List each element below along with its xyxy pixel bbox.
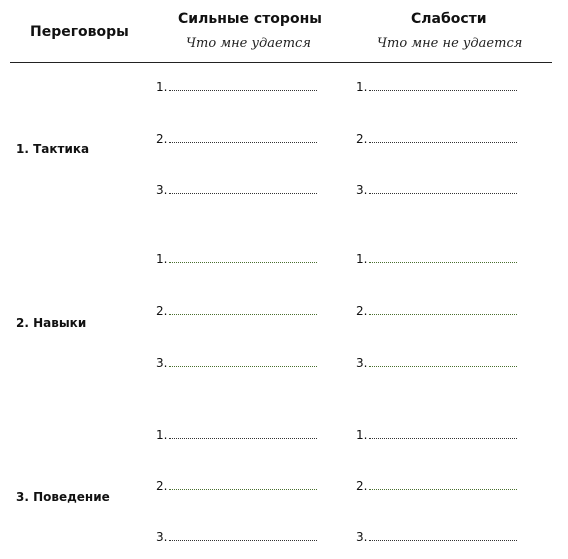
fill-in-line [169,190,317,194]
strength-line[interactable] [156,183,317,197]
fill-in-line [369,537,517,541]
fill-in-line [369,87,517,91]
line-number: 1. [156,80,168,94]
strength-line[interactable] [156,132,317,146]
strength-line[interactable] [156,356,317,370]
weakness-line[interactable] [356,80,517,94]
fill-in-line [169,537,317,541]
fill-in-line [369,486,517,490]
line-number: 2. [356,132,368,146]
strength-line[interactable] [156,80,317,94]
line-number: 2. [356,479,368,493]
weakness-line[interactable] [356,252,517,266]
fill-in-line [369,435,517,439]
line-number: 2. [156,132,168,146]
line-number: 3. [156,356,168,370]
strength-line[interactable] [156,428,317,442]
line-number: 2. [156,479,168,493]
line-number: 3. [156,530,168,544]
weakness-line[interactable] [356,428,517,442]
column-subheader-strengths: Что мне удается [186,36,311,51]
fill-in-line [169,139,317,143]
line-number: 1. [356,252,368,266]
fill-in-line [369,363,517,367]
line-number: 1. [156,252,168,266]
column-header-negotiations: Переговоры [30,24,129,40]
strength-line[interactable] [156,479,317,493]
strength-line[interactable] [156,304,317,318]
fill-in-line [169,311,317,315]
line-number: 1. [356,428,368,442]
line-number: 3. [356,183,368,197]
fill-in-line [169,259,317,263]
fill-in-line [369,190,517,194]
header-divider [10,62,552,63]
line-number: 3. [156,183,168,197]
weakness-line[interactable] [356,479,517,493]
line-number: 3. [356,356,368,370]
line-number: 3. [356,530,368,544]
fill-in-line [369,311,517,315]
weakness-line[interactable] [356,356,517,370]
section-label-tactics: 1. Тактика [16,142,90,156]
section-label-skills: 2. Навыки [16,316,87,330]
fill-in-line [169,87,317,91]
column-header-strengths: Сильные стороны [178,11,322,27]
line-number: 1. [356,80,368,94]
weakness-line[interactable] [356,530,517,544]
section-label-behavior: 3. Поведение [16,490,110,504]
weakness-line[interactable] [356,132,517,146]
column-subheader-weaknesses: Что мне не удается [377,36,523,51]
fill-in-line [369,259,517,263]
fill-in-line [169,363,317,367]
line-number: 2. [156,304,168,318]
fill-in-line [169,435,317,439]
weakness-line[interactable] [356,304,517,318]
line-number: 1. [156,428,168,442]
strength-line[interactable] [156,252,317,266]
strength-line[interactable] [156,530,317,544]
column-header-weaknesses: Слабости [411,11,487,27]
weakness-line[interactable] [356,183,517,197]
fill-in-line [169,486,317,490]
fill-in-line [369,139,517,143]
line-number: 2. [356,304,368,318]
